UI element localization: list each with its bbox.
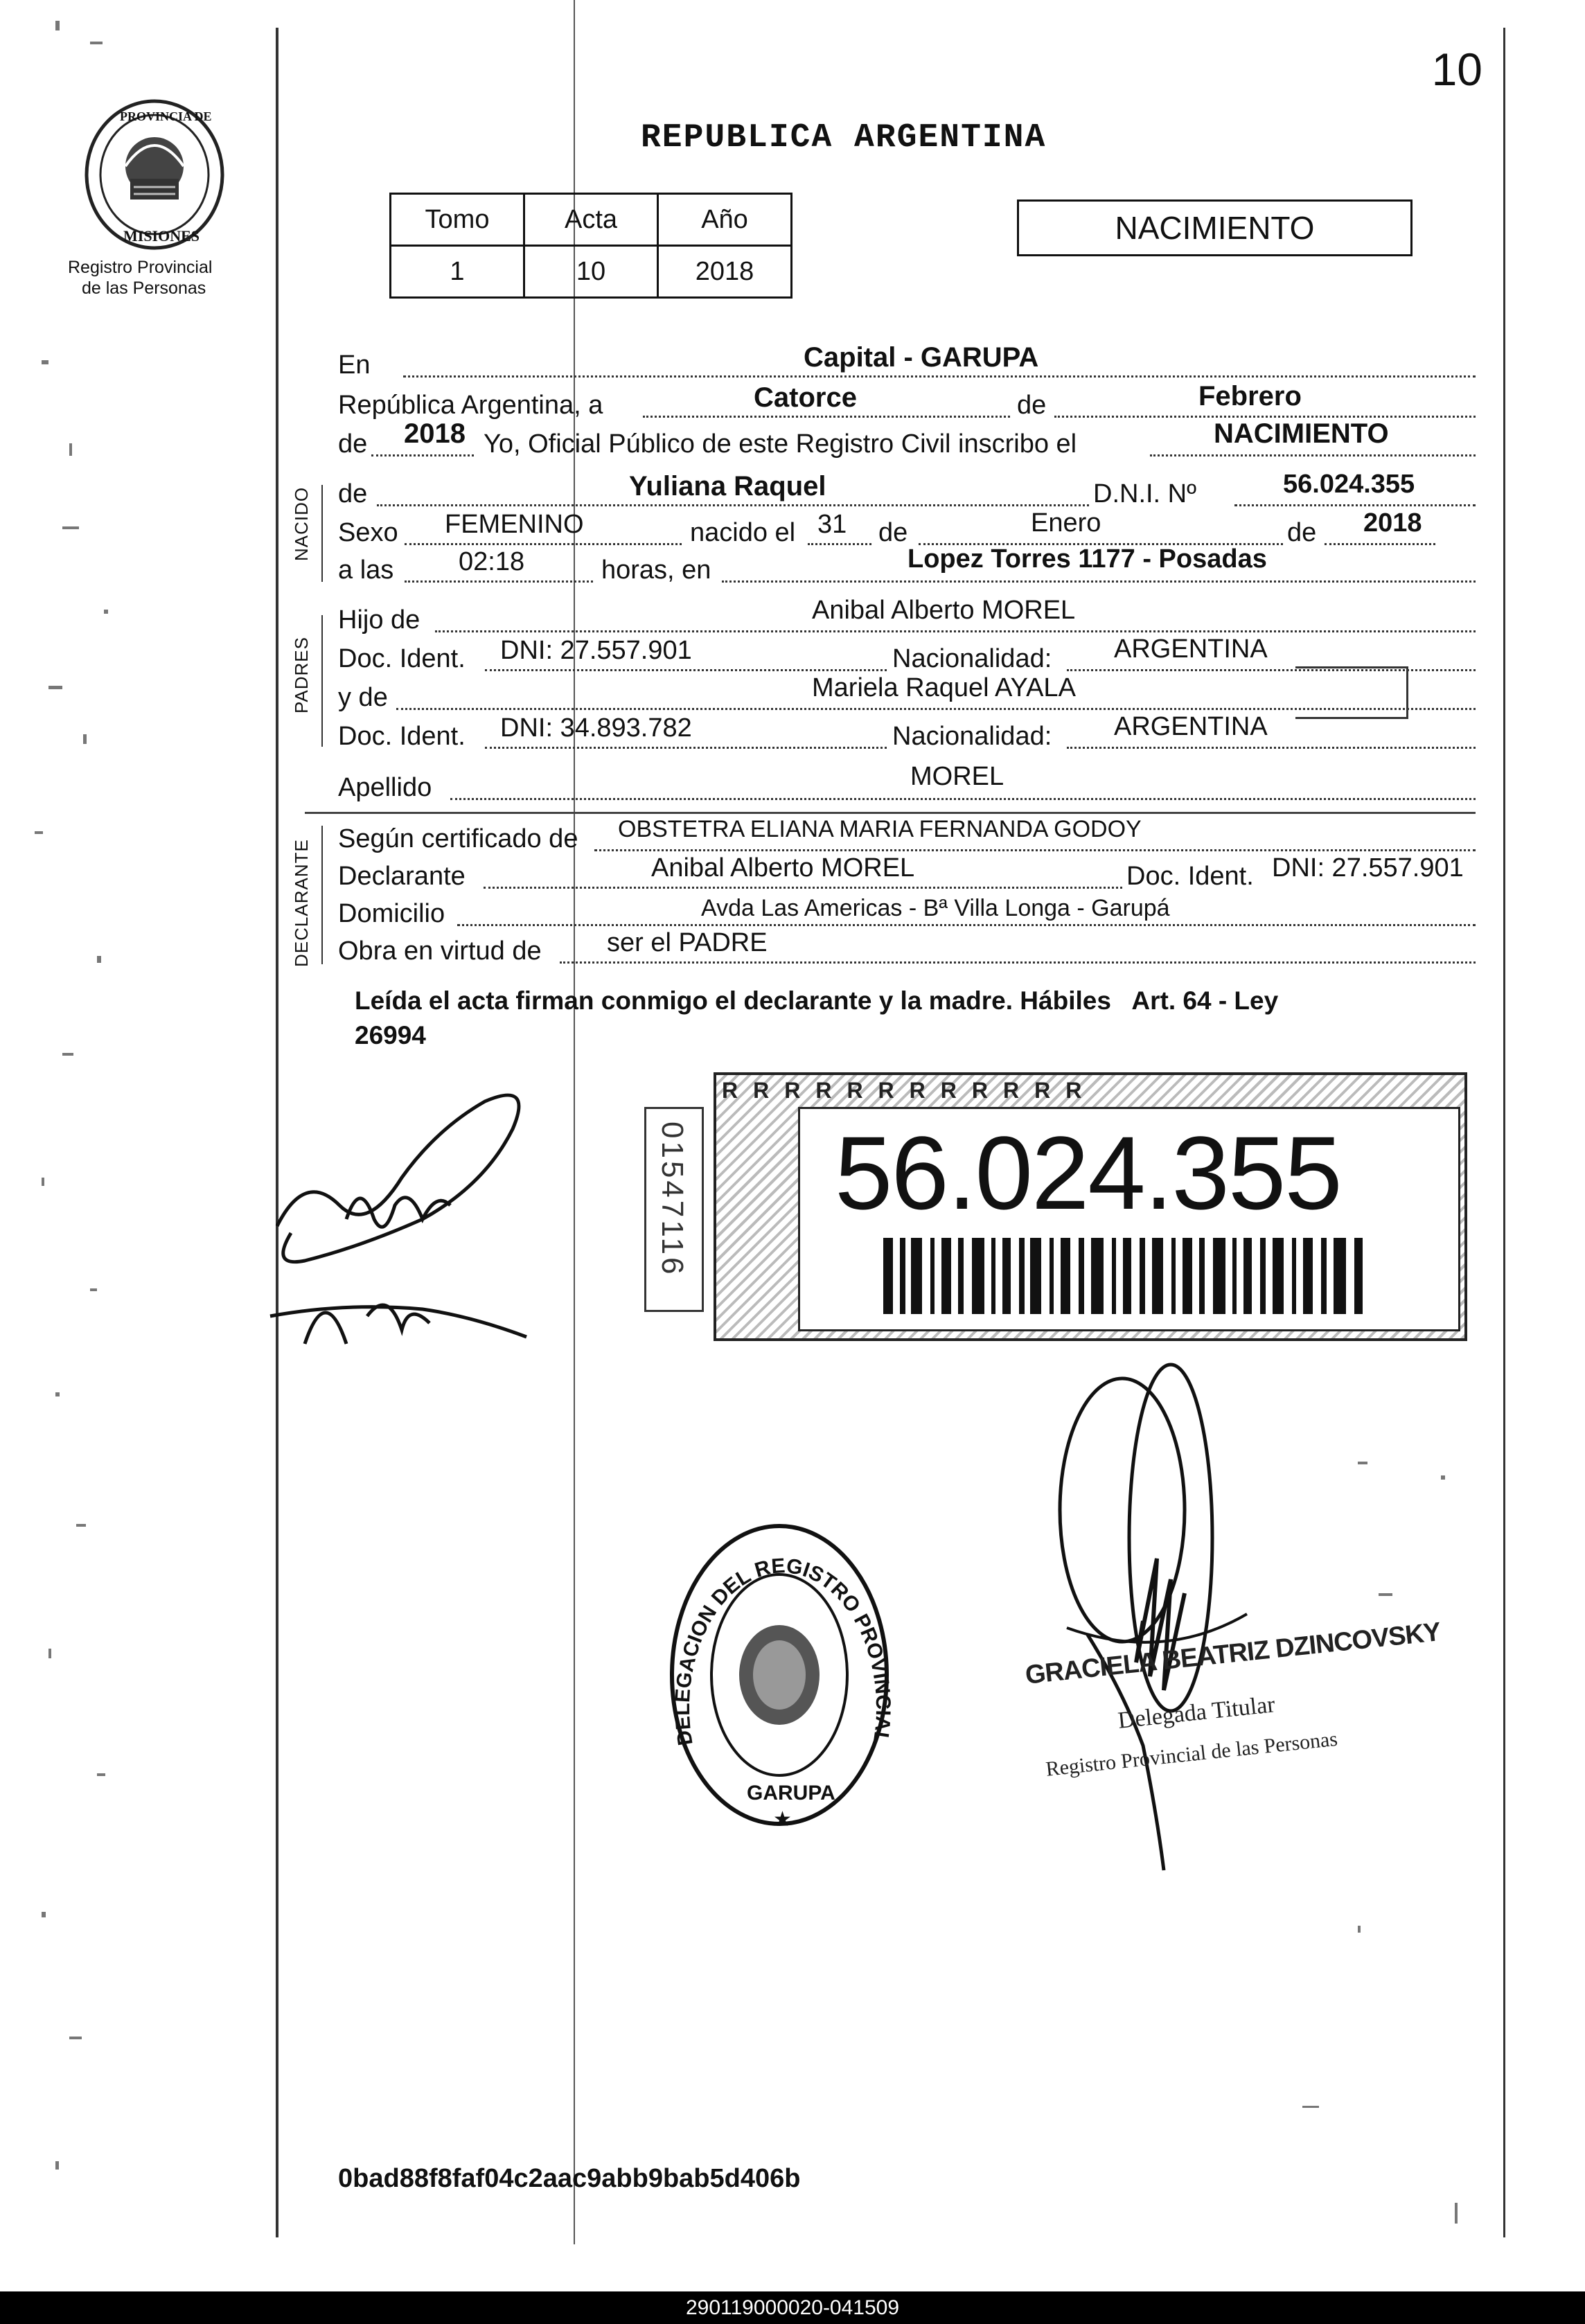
seal-text-top: PROVINCIA DE [120,109,212,123]
en-label: En [338,351,371,380]
nacido-de-label: de [338,479,368,508]
signature-declarante [263,1053,568,1358]
officer-title: Delegada Titular [1117,1692,1277,1734]
obra-value: ser el PADRE [607,928,768,957]
stamp-number: 56.024.355 [835,1115,1341,1231]
hijo-de-label: Hijo de [338,605,420,635]
mother-name: Mariela Raquel AYALA [812,673,1076,702]
domicilio-value: Avda Las Americas - Bª Villa Longa - Garupá [701,895,1170,921]
yo-text: Yo, Oficial Público de este Registro Civil inscribo el [484,429,1077,459]
de-label-3: de [1287,518,1317,547]
year-value: 2018 [404,418,466,449]
nacido-bracket [321,485,323,582]
document-hash: 0bad88f8faf04c2aac9abb9bab5d406b [338,2164,801,2193]
declarante-label: Declarante [338,862,466,891]
birth-year: 2018 [1363,508,1422,538]
month-dots [1054,416,1476,418]
value-tomo: 1 [391,246,524,298]
stamp-barcode [883,1238,1368,1314]
stamp-serial-box [644,1107,704,1312]
apellido-value: MOREL [910,762,1004,791]
value-anio: 2018 [658,246,792,298]
header-acta: Acta [524,194,658,246]
apellido-divider [305,812,1476,814]
father-doc-dots [485,669,887,671]
country-title: REPUBLICA ARGENTINA [641,119,1047,157]
officer-office: Registro Provincial de las Personas [1045,1727,1339,1781]
value-acta: 10 [524,246,658,298]
security-stamp [714,1072,1467,1341]
domicilio-dots [457,924,1476,926]
mother-nationality: ARGENTINA [1114,712,1268,741]
father-doc: DNI: 27.557.901 [500,636,692,665]
correction-bracket [1295,666,1408,719]
closing-line-1: Leída el acta firman conmigo el declarante y la madre. Hábiles Art. 64 - Ley [355,986,1279,1015]
officer-signature [984,1330,1344,1912]
oval-seal-text: DELEGACION DEL REGISTRO PROVINCIAL [671,1554,894,1748]
apellido-dots [450,798,1476,800]
name-dots [377,504,1089,506]
declarante-dots [484,887,1122,889]
stamp-pattern-row: RRRRRRRRRRRR [722,1078,1097,1103]
inscribe-dots [1150,454,1476,456]
right-margin-line [1503,28,1505,2237]
declarante-doc-label: Doc. Ident. [1126,862,1254,891]
sexo-label: Sexo [338,518,398,547]
officer-name: GRACIELA BEATRIZ DZINCOVSKY [1024,1617,1442,1690]
dni-dots [1234,504,1476,506]
birth-day: 31 [817,510,847,539]
mother-doc-dots [485,747,887,749]
registry-seal-logo [82,97,227,253]
mother-doc: DNI: 34.893.782 [500,713,692,743]
de-label-2: de [878,518,908,547]
obra-label: Obra en virtud de [338,937,542,966]
father-name: Anibal Alberto MOREL [812,596,1076,625]
birth-month: Enero [1031,508,1101,538]
father-nat-label: Nacionalidad: [892,644,1052,673]
declarante-doc: DNI: 27.557.901 [1272,853,1464,882]
birth-day-dots [808,543,871,545]
footer-bar [0,2291,1585,2324]
seal-star-icon: ★ [773,1808,792,1831]
declarante-bracket [321,826,323,964]
mother-nat-dots [1067,747,1476,749]
stamp-inner-panel [798,1107,1460,1331]
fold-line [574,0,575,2244]
republica-label: República Argentina, a [338,391,603,420]
padres-bracket [321,615,323,747]
page-number: 10 [1431,44,1482,95]
day-value: Catorce [754,382,857,413]
en-value: Capital - GARUPA [804,342,1039,373]
declarante-section-label: DECLARANTE [291,839,312,967]
sexo-value: FEMENINO [445,510,584,539]
father-doc-label: Doc. Ident. [338,644,466,673]
father-nat-dots [1067,669,1476,671]
mother-doc-label: Doc. Ident. [338,722,466,751]
closing-line-2: 26994 [355,1021,426,1049]
child-dni: 56.024.355 [1283,470,1415,499]
certificado-label: Según certificado de [338,824,578,853]
stamp-serial: 01547116 [655,1121,689,1277]
birth-year-dots [1325,543,1435,545]
record-table [389,193,792,299]
oval-seal-bottom: GARUPA [747,1782,835,1804]
father-nationality: ARGENTINA [1114,635,1268,664]
apellido-label: Apellido [338,773,432,802]
obra-dots [560,961,1476,964]
domicilio-label: Domicilio [338,899,445,928]
y-de-label: y de [338,683,388,712]
certificado-value: OBSTETRA ELIANA MARIA FERNANDA GODOY [618,816,1142,842]
seal-text-bottom: MISIONES [123,227,200,245]
inscribe-value: NACIMIENTO [1214,418,1389,449]
horas-en-label: horas, en [601,556,711,585]
padres-section-label: PADRES [291,637,312,713]
declarante-value: Anibal Alberto MOREL [651,853,915,882]
mother-nat-label: Nacionalidad: [892,722,1052,751]
header-anio: Año [658,194,792,246]
month-value: Febrero [1198,381,1302,411]
year-prefix-label: de [338,429,368,459]
hour-value: 02:18 [459,547,525,576]
place-dots [722,580,1476,583]
header-tomo: Tomo [391,194,524,246]
certificado-dots [594,849,1476,851]
de-label-1: de [1017,391,1047,420]
year-dots [371,454,474,456]
hour-dots [405,580,593,583]
day-dots [643,416,1010,418]
dni-label: D.N.I. Nº [1093,479,1196,508]
record-type-box [1017,199,1413,256]
footer-code: 290119000020-041509 [685,2296,900,2319]
registry-name-line1: Registro Provincial [68,258,213,277]
father-dots [435,630,1476,632]
oval-registry-seal [665,1516,894,1834]
a-las-label: a las [338,556,394,585]
nacido-el-label: nacido el [690,518,796,547]
registry-name-line2: de las Personas [82,278,206,298]
sexo-dots [405,543,682,545]
en-dots [403,375,1476,378]
record-type: NACIMIENTO [1115,210,1315,246]
birth-place: Lopez Torres 1177 - Posadas [907,544,1267,574]
child-name: Yuliana Raquel [629,471,826,502]
nacido-section-label: NACIDO [291,486,312,561]
